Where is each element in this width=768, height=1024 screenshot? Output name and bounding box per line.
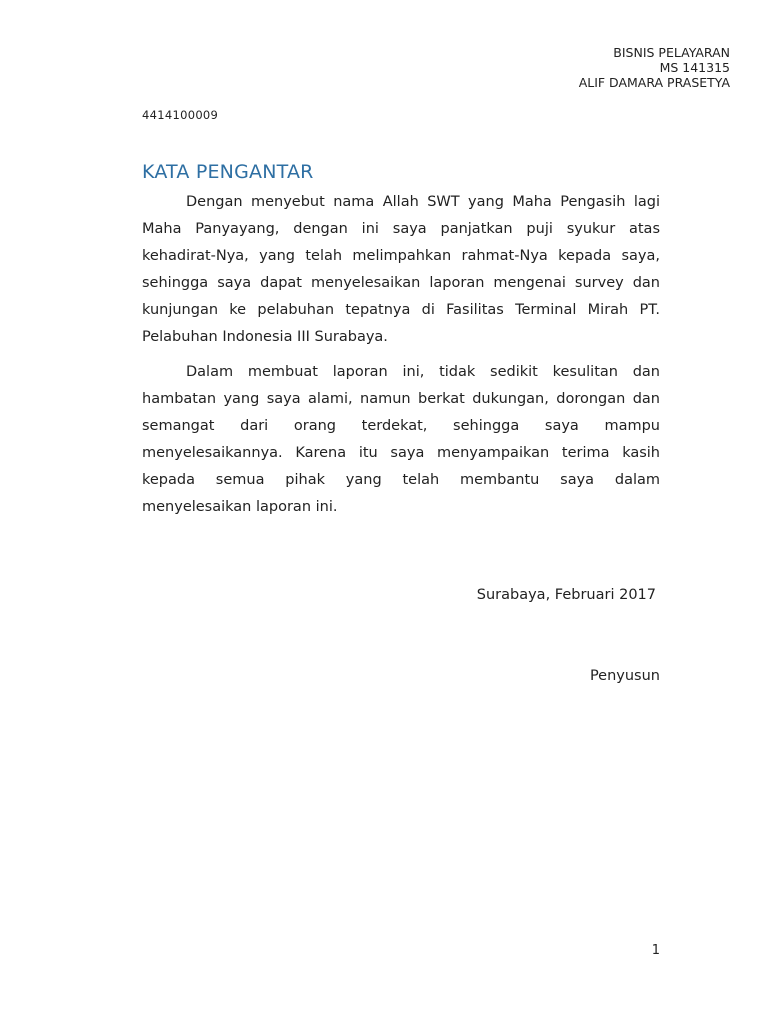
page-title: KATA PENGANTAR [142, 161, 314, 183]
header-course: BISNIS PELAYARAN [613, 45, 730, 60]
paragraph-1-line: Maha Panyayang, dengan ini saya panjatkan puji syukur atas [142, 221, 660, 237]
paragraph-1-line: kehadirat-Nya, yang telah melimpahkan rahmat-Nya kepada saya, [142, 248, 660, 264]
signature-role: Penyusun [589, 668, 660, 684]
paragraph-2-line: kepada semua pihak yang telah membantu saya dalam [142, 472, 660, 488]
paragraph-1-line: Dengan menyebut nama Allah SWT yang Maha Pengasih lagi [186, 194, 660, 210]
page-number: 1 [651, 943, 660, 958]
paragraph-2-line: Dalam membuat laporan ini, tidak sedikit kesulitan dan [186, 364, 660, 380]
signature-place-date: Surabaya, Februari 2017 [476, 587, 656, 603]
paragraph-2-line: menyelesaikan laporan ini. [142, 499, 338, 515]
running-header [579, 45, 730, 90]
header-code: MS 141315 [659, 60, 730, 75]
paragraph-2-line: semangat dari orang terdekat, sehingga saya mampu [142, 418, 660, 434]
paragraph-2-line: hambatan yang saya alami, namun berkat dukungan, dorongan dan [142, 391, 660, 407]
paragraph-1-line: kunjungan ke pelabuhan tepatnya di Fasilitas Terminal Mirah PT. [142, 302, 660, 318]
paragraph-1-line: sehingga saya dapat menyelesaikan laporan mengenai survey dan [142, 275, 660, 291]
paragraph-1-line: Pelabuhan Indonesia III Surabaya. [142, 329, 388, 345]
header-author: ALIF DAMARA PRASETYA [578, 75, 730, 90]
paragraph-2 [142, 359, 660, 521]
paragraph-1 [142, 189, 660, 351]
paragraph-2-line: menyelesaikannya. Karena itu saya menyampaikan terima kasih [142, 445, 660, 461]
student-id: 4414100009 [142, 108, 219, 122]
